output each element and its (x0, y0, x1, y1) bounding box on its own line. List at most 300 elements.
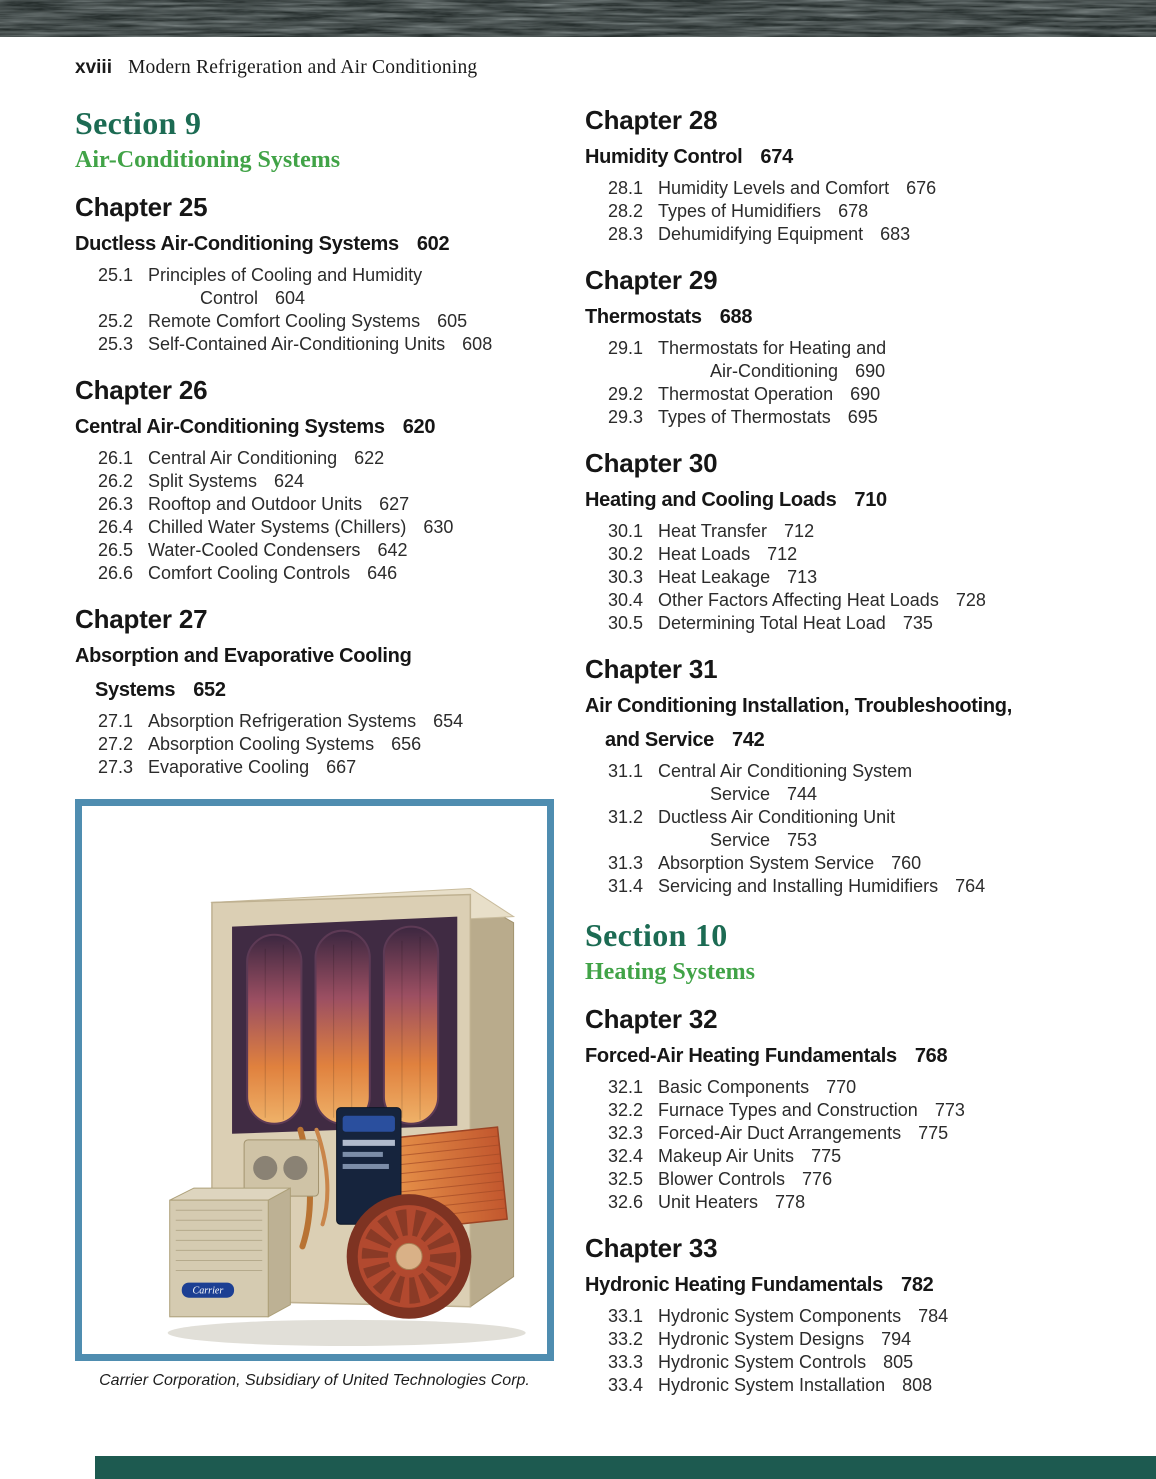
grunge-texture (0, 0, 1156, 37)
entry-page-number: 713 (787, 567, 818, 587)
entry-number: 32.3 (608, 1123, 644, 1143)
toc-entry (608, 1168, 1097, 1191)
entry-title: Chilled Water Systems (Chillers) (148, 517, 407, 537)
chapter-title-line (585, 305, 1097, 329)
entry-title: Heat Loads (658, 544, 751, 564)
blower-wheel (347, 1194, 472, 1319)
entry-title: Forced-Air Duct Arrangements (658, 1123, 902, 1143)
entry-line (658, 1191, 1097, 1214)
entry-title: Absorption Refrigeration Systems (148, 711, 417, 731)
furnace-figure (75, 799, 554, 1391)
entry-page-number: 773 (934, 1100, 965, 1120)
chapter-heading: Chapter 25 (75, 192, 208, 222)
entry-line (658, 829, 1097, 852)
toc-entry (98, 493, 553, 516)
entry-number: 27.3 (98, 757, 134, 777)
entry-title: Furnace Types and Construction (658, 1100, 918, 1120)
toc-entry (608, 177, 1097, 200)
entry-number: 31.4 (608, 876, 644, 896)
entry-number: 26.6 (98, 563, 134, 583)
toc-entry (608, 383, 1097, 406)
entry-line (148, 264, 553, 287)
entry-number: 30.4 (608, 590, 644, 610)
toc-entry (608, 406, 1097, 429)
chapter-heading: Chapter 28 (585, 105, 718, 135)
entry-line (658, 760, 1097, 783)
entry-number: 27.1 (98, 711, 134, 731)
chapter-title-text: Central Air-Conditioning Systems (75, 416, 385, 438)
furnace-cutaway-illustration (82, 806, 547, 1354)
entry-body (658, 806, 1097, 852)
entry-title: Determining Total Heat Load (658, 613, 886, 633)
entry-page-number: 808 (902, 1375, 933, 1395)
toc-entry (608, 760, 1097, 806)
entry-body (148, 264, 553, 310)
entry-line (148, 516, 553, 539)
entry-number: 31.2 (608, 807, 644, 827)
section-title: Section 9 (75, 105, 202, 141)
entry-title: Ductless Air Conditioning Unit (658, 807, 896, 827)
chapter-page-number: 768 (914, 1045, 948, 1067)
entry-line (658, 1374, 1097, 1397)
entry-title: Remote Comfort Cooling Systems (148, 311, 421, 331)
toc-entry (98, 562, 553, 585)
entry-page-number: 712 (784, 521, 815, 541)
entry-number: 26.3 (98, 494, 134, 514)
chapter-block (585, 1234, 1097, 1397)
entry-line (658, 1145, 1097, 1168)
entry-body (658, 1305, 1097, 1328)
entry-body (148, 447, 553, 470)
toc-entry (608, 1305, 1097, 1328)
entry-number: 29.1 (608, 338, 644, 358)
floor-shadow (168, 1320, 526, 1346)
toc-entry (608, 200, 1097, 223)
entry-title: Types of Humidifiers (658, 201, 822, 221)
chapter-block (585, 655, 1097, 898)
entry-body (658, 612, 1097, 635)
toc-entry (608, 1351, 1097, 1374)
toc-entry (608, 1374, 1097, 1397)
chapter-heading: Chapter 33 (585, 1233, 718, 1263)
running-head-title: Modern Refrigeration and Air Conditioning (127, 57, 478, 78)
entry-page-number: 604 (275, 288, 306, 308)
toc-entry (608, 1099, 1097, 1122)
chapter-title-text: Hydronic Heating Fundamentals (585, 1274, 884, 1296)
entry-number: 33.2 (608, 1329, 644, 1349)
entry-line (658, 177, 1097, 200)
chapter-entries (75, 447, 553, 585)
entry-number: 29.2 (608, 384, 644, 404)
entry-line (658, 1168, 1097, 1191)
entry-page-number: 770 (826, 1077, 857, 1097)
chapter-block (585, 1005, 1097, 1214)
entry-body (148, 756, 553, 779)
chapter-heading: Chapter 27 (75, 604, 208, 634)
entry-line (148, 310, 553, 333)
entry-number: 25.2 (98, 311, 134, 331)
entry-body (658, 177, 1097, 200)
entry-title: Other Factors Affecting Heat Loads (658, 590, 939, 610)
entry-line (658, 852, 1097, 875)
entry-title: Rooftop and Outdoor Units (148, 494, 363, 514)
entry-title: Service (710, 784, 771, 804)
entry-line (658, 1122, 1097, 1145)
chapter-title-text: Absorption and Evaporative Cooling (75, 645, 412, 667)
entry-number: 26.5 (98, 540, 134, 560)
toc-entry (608, 520, 1097, 543)
chapter-block (585, 106, 1097, 246)
entry-body (658, 1122, 1097, 1145)
entry-title: Water-Cooled Condensers (148, 540, 361, 560)
toc-entry (608, 1076, 1097, 1099)
entry-number: 33.4 (608, 1375, 644, 1395)
chapter-entries (585, 1076, 1097, 1214)
entry-line (658, 200, 1097, 223)
entry-body (658, 383, 1097, 406)
section-title: Section 10 (585, 917, 728, 953)
toc-entry (608, 1191, 1097, 1214)
entry-title: Blower Controls (658, 1169, 786, 1189)
entry-title: Hydronic System Installation (658, 1375, 886, 1395)
entry-line (658, 1328, 1097, 1351)
entry-line (658, 406, 1097, 429)
chapter-title-line (585, 1044, 1097, 1068)
chapter-entries (585, 177, 1097, 246)
entry-body (658, 337, 1097, 383)
entry-title: Principles of Cooling and Humidity (148, 265, 423, 285)
entry-page-number: 794 (881, 1329, 912, 1349)
entry-title: Absorption Cooling Systems (148, 734, 375, 754)
entry-line (658, 612, 1097, 635)
entry-title: Control (200, 288, 259, 308)
bottom-decorative-bar (95, 1456, 1156, 1479)
entry-body (148, 493, 553, 516)
entry-page-number: 676 (906, 178, 937, 198)
entry-number: 30.3 (608, 567, 644, 587)
running-head (75, 57, 477, 79)
chapter-block (75, 193, 553, 356)
entry-page-number: 690 (850, 384, 881, 404)
section-heading-block (585, 918, 1097, 985)
chapter-page-number: 710 (854, 489, 887, 511)
toc-entry (98, 733, 553, 756)
chapter-heading: Chapter 32 (585, 1004, 718, 1034)
entry-line (658, 383, 1097, 406)
toc-entry (98, 710, 553, 733)
entry-number: 31.1 (608, 761, 644, 781)
chapter-title-line (585, 488, 1097, 512)
toc-entry (608, 875, 1097, 898)
entry-title: Thermostats for Heating and (658, 338, 887, 358)
toc-entry (608, 589, 1097, 612)
entry-number: 30.5 (608, 613, 644, 633)
entry-line (658, 520, 1097, 543)
entry-number: 26.1 (98, 448, 134, 468)
entry-number: 32.4 (608, 1146, 644, 1166)
chapter-title-text: and Service (605, 729, 714, 751)
entry-body (658, 406, 1097, 429)
entry-body (658, 566, 1097, 589)
figure-frame (75, 799, 554, 1361)
entry-page-number: 678 (838, 201, 869, 221)
chapter-entries (75, 264, 553, 356)
entry-line (658, 875, 1097, 898)
entry-title: Thermostat Operation (658, 384, 834, 404)
chapter-heading: Chapter 29 (585, 265, 718, 295)
entry-number: 32.2 (608, 1100, 644, 1120)
figure-caption: Carrier Corporation, Subsidiary of United Technologies Corp. (99, 1372, 530, 1389)
entry-page-number: 775 (918, 1123, 949, 1143)
entry-page-number: 784 (918, 1306, 949, 1326)
entry-body (658, 1145, 1097, 1168)
entry-number: 26.4 (98, 517, 134, 537)
entry-number: 33.3 (608, 1352, 644, 1372)
entry-number: 28.2 (608, 201, 644, 221)
chapter-block (585, 266, 1097, 429)
entry-body (148, 310, 553, 333)
entry-page-number: 667 (326, 757, 357, 777)
chapter-title-text: Thermostats (585, 306, 702, 328)
entry-title: Comfort Cooling Controls (148, 563, 351, 583)
toc-entry (98, 756, 553, 779)
section-subtitle: Air-Conditioning Systems (75, 147, 341, 173)
entry-number: 31.3 (608, 853, 644, 873)
entry-page-number: 753 (787, 830, 818, 850)
entry-page-number: 712 (767, 544, 798, 564)
entry-body (658, 1168, 1097, 1191)
entry-line (148, 562, 553, 585)
entry-page-number: 805 (883, 1352, 914, 1372)
entry-body (658, 520, 1097, 543)
entry-number: 28.1 (608, 178, 644, 198)
entry-title: Service (710, 830, 771, 850)
chapter-title-text: Systems (95, 679, 176, 701)
entry-title: Humidity Levels and Comfort (658, 178, 890, 198)
entry-title: Self-Contained Air-Conditioning Units (148, 334, 446, 354)
chapter-title-line (75, 232, 553, 256)
chapter-heading: Chapter 30 (585, 448, 718, 478)
toc-column-left (75, 106, 553, 1391)
entry-title: Air-Conditioning (710, 361, 839, 381)
toc-column-right (585, 106, 1097, 1417)
chapter-title (585, 1273, 1097, 1297)
chapter-title-line (585, 145, 1097, 169)
chapter-title (585, 305, 1097, 329)
chapter-entries (585, 337, 1097, 429)
entry-line (658, 589, 1097, 612)
entry-title: Hydronic System Controls (658, 1352, 867, 1372)
entry-number: 32.5 (608, 1169, 644, 1189)
chapter-title-text: Forced-Air Heating Fundamentals (585, 1045, 897, 1067)
chapter-title-line (585, 1273, 1097, 1297)
entry-page-number: 605 (437, 311, 468, 331)
entry-body (658, 1099, 1097, 1122)
entry-number: 30.2 (608, 544, 644, 564)
heat-exchanger-tubes (247, 927, 438, 1124)
entry-line (658, 806, 1097, 829)
entry-page-number: 695 (847, 407, 878, 427)
entry-body (148, 539, 553, 562)
entry-line (148, 333, 553, 356)
entry-body (658, 543, 1097, 566)
chapter-title (585, 694, 1097, 752)
entry-number: 26.2 (98, 471, 134, 491)
top-decorative-band (0, 0, 1156, 37)
chapter-title-line (585, 728, 1097, 752)
entry-line (658, 543, 1097, 566)
entry-line (148, 733, 553, 756)
entry-title: Heat Transfer (658, 521, 768, 541)
entry-body (658, 1328, 1097, 1351)
entry-body (658, 589, 1097, 612)
entry-line (658, 1351, 1097, 1374)
page-number: xviii (75, 57, 112, 78)
entry-number: 25.3 (98, 334, 134, 354)
chapter-title (585, 488, 1097, 512)
chapter-page-number: 652 (193, 679, 226, 701)
entry-number: 29.3 (608, 407, 644, 427)
toc-entry (98, 310, 553, 333)
entry-line (148, 287, 553, 310)
entry-title: Hydronic System Designs (658, 1329, 865, 1349)
entry-body (658, 852, 1097, 875)
toc-entry (608, 852, 1097, 875)
entry-title: Servicing and Installing Humidifiers (658, 876, 939, 896)
entry-line (658, 337, 1097, 360)
entry-number: 27.2 (98, 734, 134, 754)
entry-page-number: 654 (433, 711, 464, 731)
toc-entry (98, 539, 553, 562)
toc-entry (608, 223, 1097, 246)
chapter-entries (75, 710, 553, 779)
chapter-title-line (75, 644, 553, 668)
entry-title: Central Air Conditioning (148, 448, 338, 468)
chapter-entries (585, 1305, 1097, 1397)
entry-line (148, 756, 553, 779)
section-heading-block (75, 106, 553, 173)
chapter-page-number: 674 (760, 146, 793, 168)
entry-line (658, 783, 1097, 806)
entry-page-number: 776 (802, 1169, 833, 1189)
toc-entry (608, 1122, 1097, 1145)
entry-page-number: 744 (787, 784, 818, 804)
entry-body (148, 333, 553, 356)
chapter-title (585, 1044, 1097, 1068)
entry-line (658, 1076, 1097, 1099)
chapter-title (585, 145, 1097, 169)
entry-body (148, 710, 553, 733)
entry-line (658, 1099, 1097, 1122)
entry-title: Unit Heaters (658, 1192, 759, 1212)
chapter-heading: Chapter 31 (585, 654, 718, 684)
chapter-page-number: 742 (732, 729, 765, 751)
condenser-cabinet (170, 1188, 291, 1317)
entry-line (658, 360, 1097, 383)
entry-page-number: 656 (391, 734, 422, 754)
entry-body (658, 1374, 1097, 1397)
chapter-title-text: Air Conditioning Installation, Troubleshooting, (585, 695, 1012, 717)
chapter-title (75, 644, 553, 702)
chapter-page-number: 602 (416, 233, 450, 255)
entry-title: Dehumidifying Equipment (658, 224, 864, 244)
entry-body (148, 516, 553, 539)
toc-entry (608, 806, 1097, 852)
entry-page-number: 735 (902, 613, 933, 633)
chapter-entries (585, 520, 1097, 635)
entry-title: Evaporative Cooling (148, 757, 310, 777)
entry-body (148, 470, 553, 493)
entry-title: Types of Thermostats (658, 407, 831, 427)
toc-entry (608, 337, 1097, 383)
entry-page-number: 622 (354, 448, 385, 468)
entry-page-number: 608 (462, 334, 493, 354)
entry-number: 25.1 (98, 265, 134, 285)
chapter-title-text: Ductless Air-Conditioning Systems (75, 233, 399, 255)
entry-body (658, 223, 1097, 246)
entry-body (658, 875, 1097, 898)
entry-body (148, 733, 553, 756)
entry-body (658, 1351, 1097, 1374)
entry-line (658, 1305, 1097, 1328)
chapter-title (75, 415, 553, 439)
entry-number: 30.1 (608, 521, 644, 541)
entry-page-number: 683 (880, 224, 911, 244)
entry-line (148, 539, 553, 562)
chapter-block (585, 449, 1097, 635)
toc-entry (98, 470, 553, 493)
chapter-title-text: Heating and Cooling Loads (585, 489, 837, 511)
chapter-block (75, 376, 553, 585)
entry-page-number: 646 (367, 563, 398, 583)
entry-page-number: 642 (377, 540, 408, 560)
entry-title: Basic Components (658, 1077, 810, 1097)
entry-body (658, 760, 1097, 806)
entry-title: Hydronic System Components (658, 1306, 902, 1326)
chapter-page-number: 620 (402, 416, 436, 438)
entry-title: Central Air Conditioning System (658, 761, 913, 781)
toc-entry (98, 516, 553, 539)
toc-entry (98, 264, 553, 310)
entry-page-number: 728 (955, 590, 986, 610)
entry-page-number: 778 (775, 1192, 806, 1212)
chapter-entries (585, 760, 1097, 898)
entry-page-number: 627 (379, 494, 410, 514)
chapter-title (75, 232, 553, 256)
carrier-logo-text: Carrier (192, 1285, 224, 1297)
entry-body (658, 1076, 1097, 1099)
entry-title: Heat Leakage (658, 567, 771, 587)
toc-entry (608, 566, 1097, 589)
entry-body (148, 562, 553, 585)
chapter-title-line (75, 678, 553, 702)
entry-title: Split Systems (148, 471, 258, 491)
toc-left-blocks (75, 106, 553, 779)
entry-line (658, 566, 1097, 589)
chapter-title-text: Humidity Control (585, 146, 743, 168)
toc-entry (608, 1145, 1097, 1168)
entry-page-number: 624 (274, 471, 305, 491)
entry-number: 28.3 (608, 224, 644, 244)
toc-entry (608, 612, 1097, 635)
entry-number: 33.1 (608, 1306, 644, 1326)
chapter-page-number: 688 (719, 306, 753, 328)
entry-page-number: 775 (811, 1146, 842, 1166)
chapter-heading: Chapter 26 (75, 375, 208, 405)
entry-page-number: 760 (891, 853, 922, 873)
entry-line (148, 710, 553, 733)
entry-number: 32.1 (608, 1077, 644, 1097)
